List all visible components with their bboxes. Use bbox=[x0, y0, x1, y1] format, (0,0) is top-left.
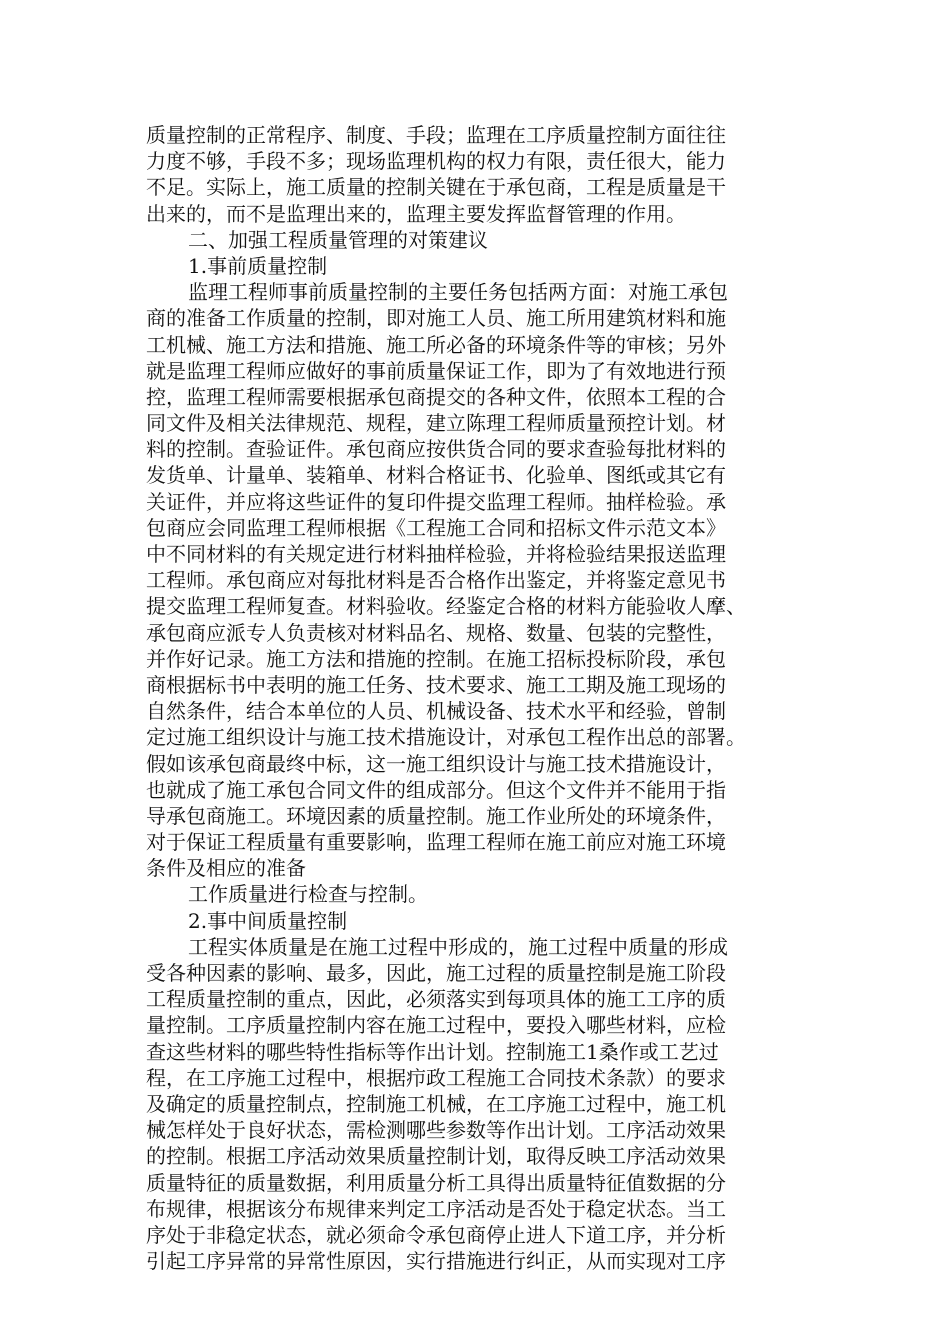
text-line: 也就成了施工承包合同文件的组成部分。但这个文件并不能用于指 bbox=[146, 777, 726, 802]
text-line: 力度不够，手段不多；现场监理机构的权力有限，责任很大，能力 bbox=[146, 149, 726, 174]
text-line: 承包商应派专人负责核对材料品名、规格、数量、包装的完整性， bbox=[146, 620, 726, 645]
text-line: 包商应会同监理工程师根据《工程施工合同和招标文件示范文本》 bbox=[146, 515, 726, 540]
text-line: 程，在工序施工过程中，根据疖政工程施工合同技术条款）的要求 bbox=[146, 1065, 726, 1090]
document-body bbox=[146, 122, 806, 1274]
text-line: 受各种因素的影响、最多，因此，施工过程的质量控制是施工阶段 bbox=[146, 961, 726, 985]
text-line: 工机械、施工方法和措施、施工所必备的环境条件等的审核；另外 bbox=[146, 332, 726, 357]
text-line: 关证件，并应将这些证件的复印件提交监理工程师。抽样检验。承 bbox=[146, 489, 726, 514]
text-line: 二、加强工程质量管理的对策建议 bbox=[188, 227, 488, 252]
text-line: 控，监理工程师需要根据承包商提交的各种文件，依照本工程的合 bbox=[146, 384, 726, 409]
text-line: 质量特征的质量数据，利用质量分析工具得出质量特征值数据的分 bbox=[146, 1170, 726, 1195]
text-line: 提交监理工程师复查。材料验收。经鉴定合格的材料方能验收人摩、 bbox=[146, 594, 746, 619]
text-line: 引起工序异常的异常性原因，实行措施进行纠正，从而实现对工序 bbox=[146, 1249, 726, 1274]
text-line: 工作质量进行检查与控制。 bbox=[188, 882, 428, 907]
text-line: 假如该承包商最终中标，这一施工组织设计与施工技术措施设计， bbox=[146, 751, 726, 776]
text-line: 械怎样处于良好状态，需检测哪些参数等作出计划。工序活动效果 bbox=[146, 1118, 726, 1143]
text-line: 对于保证工程质量有重要影响，监理工程师在施工前应对施工环境 bbox=[146, 830, 726, 855]
text-line: 同文件及相关法律规范、规程，建立陈理工程师质量预控计划。材 bbox=[146, 411, 726, 436]
text-line: 查这些材料的哪些特性指标等作出计划。控制施工1桑作或工艺过 bbox=[146, 1039, 719, 1064]
text-line: 自然条件，结合本单位的人员、机械设备、技术水平和经验，曾制 bbox=[146, 699, 726, 724]
text-line: 序处于非稳定状态，就必须命令承包商停止进人下道工序，并分析 bbox=[146, 1222, 726, 1247]
text-line: 监理工程师事前质量控制的主要任务包括两方面：对施工承包 bbox=[188, 280, 728, 305]
text-line: 不足。实际上，施工质量的控制关键在于承包商，工程是质量是干 bbox=[146, 175, 726, 200]
text-line: 出来的，而不是监理出来的，监理主要发挥监督管理的作用。 bbox=[146, 201, 686, 226]
text-line: 工程实体质量是在施工过程中形成的，施工过程中质量的形成 bbox=[188, 934, 728, 959]
text-line: 的控制。根据工序活动效果质量控制计划，取得反映工序活动效果 bbox=[146, 1144, 726, 1169]
text-line: 商的准备工作质量的控制，即对施工人员、施工所用建筑材料和施 bbox=[146, 306, 726, 331]
text-line: 工程师。承包商应对每批材料是否合格作出鉴定，并将鉴定意见书 bbox=[146, 568, 726, 593]
text-line: 及确定的质量控制点，控制施工机械，在工序施工过程中，施工机 bbox=[146, 1091, 726, 1116]
text-line: 就是监理工程师应做好的事前质量保证工作，即为了有效地进行预 bbox=[146, 358, 726, 383]
text-line: 质量控制的正常程序、制度、手段；监理在工序质量控制方面往往 bbox=[146, 123, 726, 147]
text-line: 中不同材料的有关规定进行材料抽样检验，并将检验结果报送监理 bbox=[146, 542, 726, 566]
text-line: 2.事中间质量控制 bbox=[188, 908, 348, 933]
text-line: 料的控制。查验证件。承包商应按供货合同的要求查验每批材料的 bbox=[146, 437, 726, 462]
text-line: 布规律，根据该分布规律来判定工序活动是否处于稳定状态。当工 bbox=[146, 1196, 726, 1221]
text-line: 量控制。工序质量控制内容在施工过程中，要投入哪些材料，应检 bbox=[146, 1013, 726, 1038]
text-line: 工程质量控制的重点，因此，必须落实到每项具体的施工工序的质 bbox=[146, 987, 726, 1012]
text-line: 商根据标书中表明的施工任务、技术要求、施工工期及施工现场的 bbox=[146, 672, 726, 697]
text-line: 导承包商施工。环境因素的质量控制。施工作业所处的环境条件， bbox=[146, 803, 726, 828]
text-line: 发货单、计量单、装箱单、材料合格证书、化验单、图纸或其它有 bbox=[146, 463, 726, 488]
text-line: 并作好记录。施工方法和措施的控制。在施工招标投标阶段，承包 bbox=[146, 646, 726, 671]
text-line: 定过施工组织设计与施工技术措施设计，对承包工程作出总的部署。 bbox=[146, 725, 746, 750]
text-line: 条件及相应的准备 bbox=[146, 856, 306, 881]
text-line: 1.事前质量控制 bbox=[188, 253, 328, 278]
